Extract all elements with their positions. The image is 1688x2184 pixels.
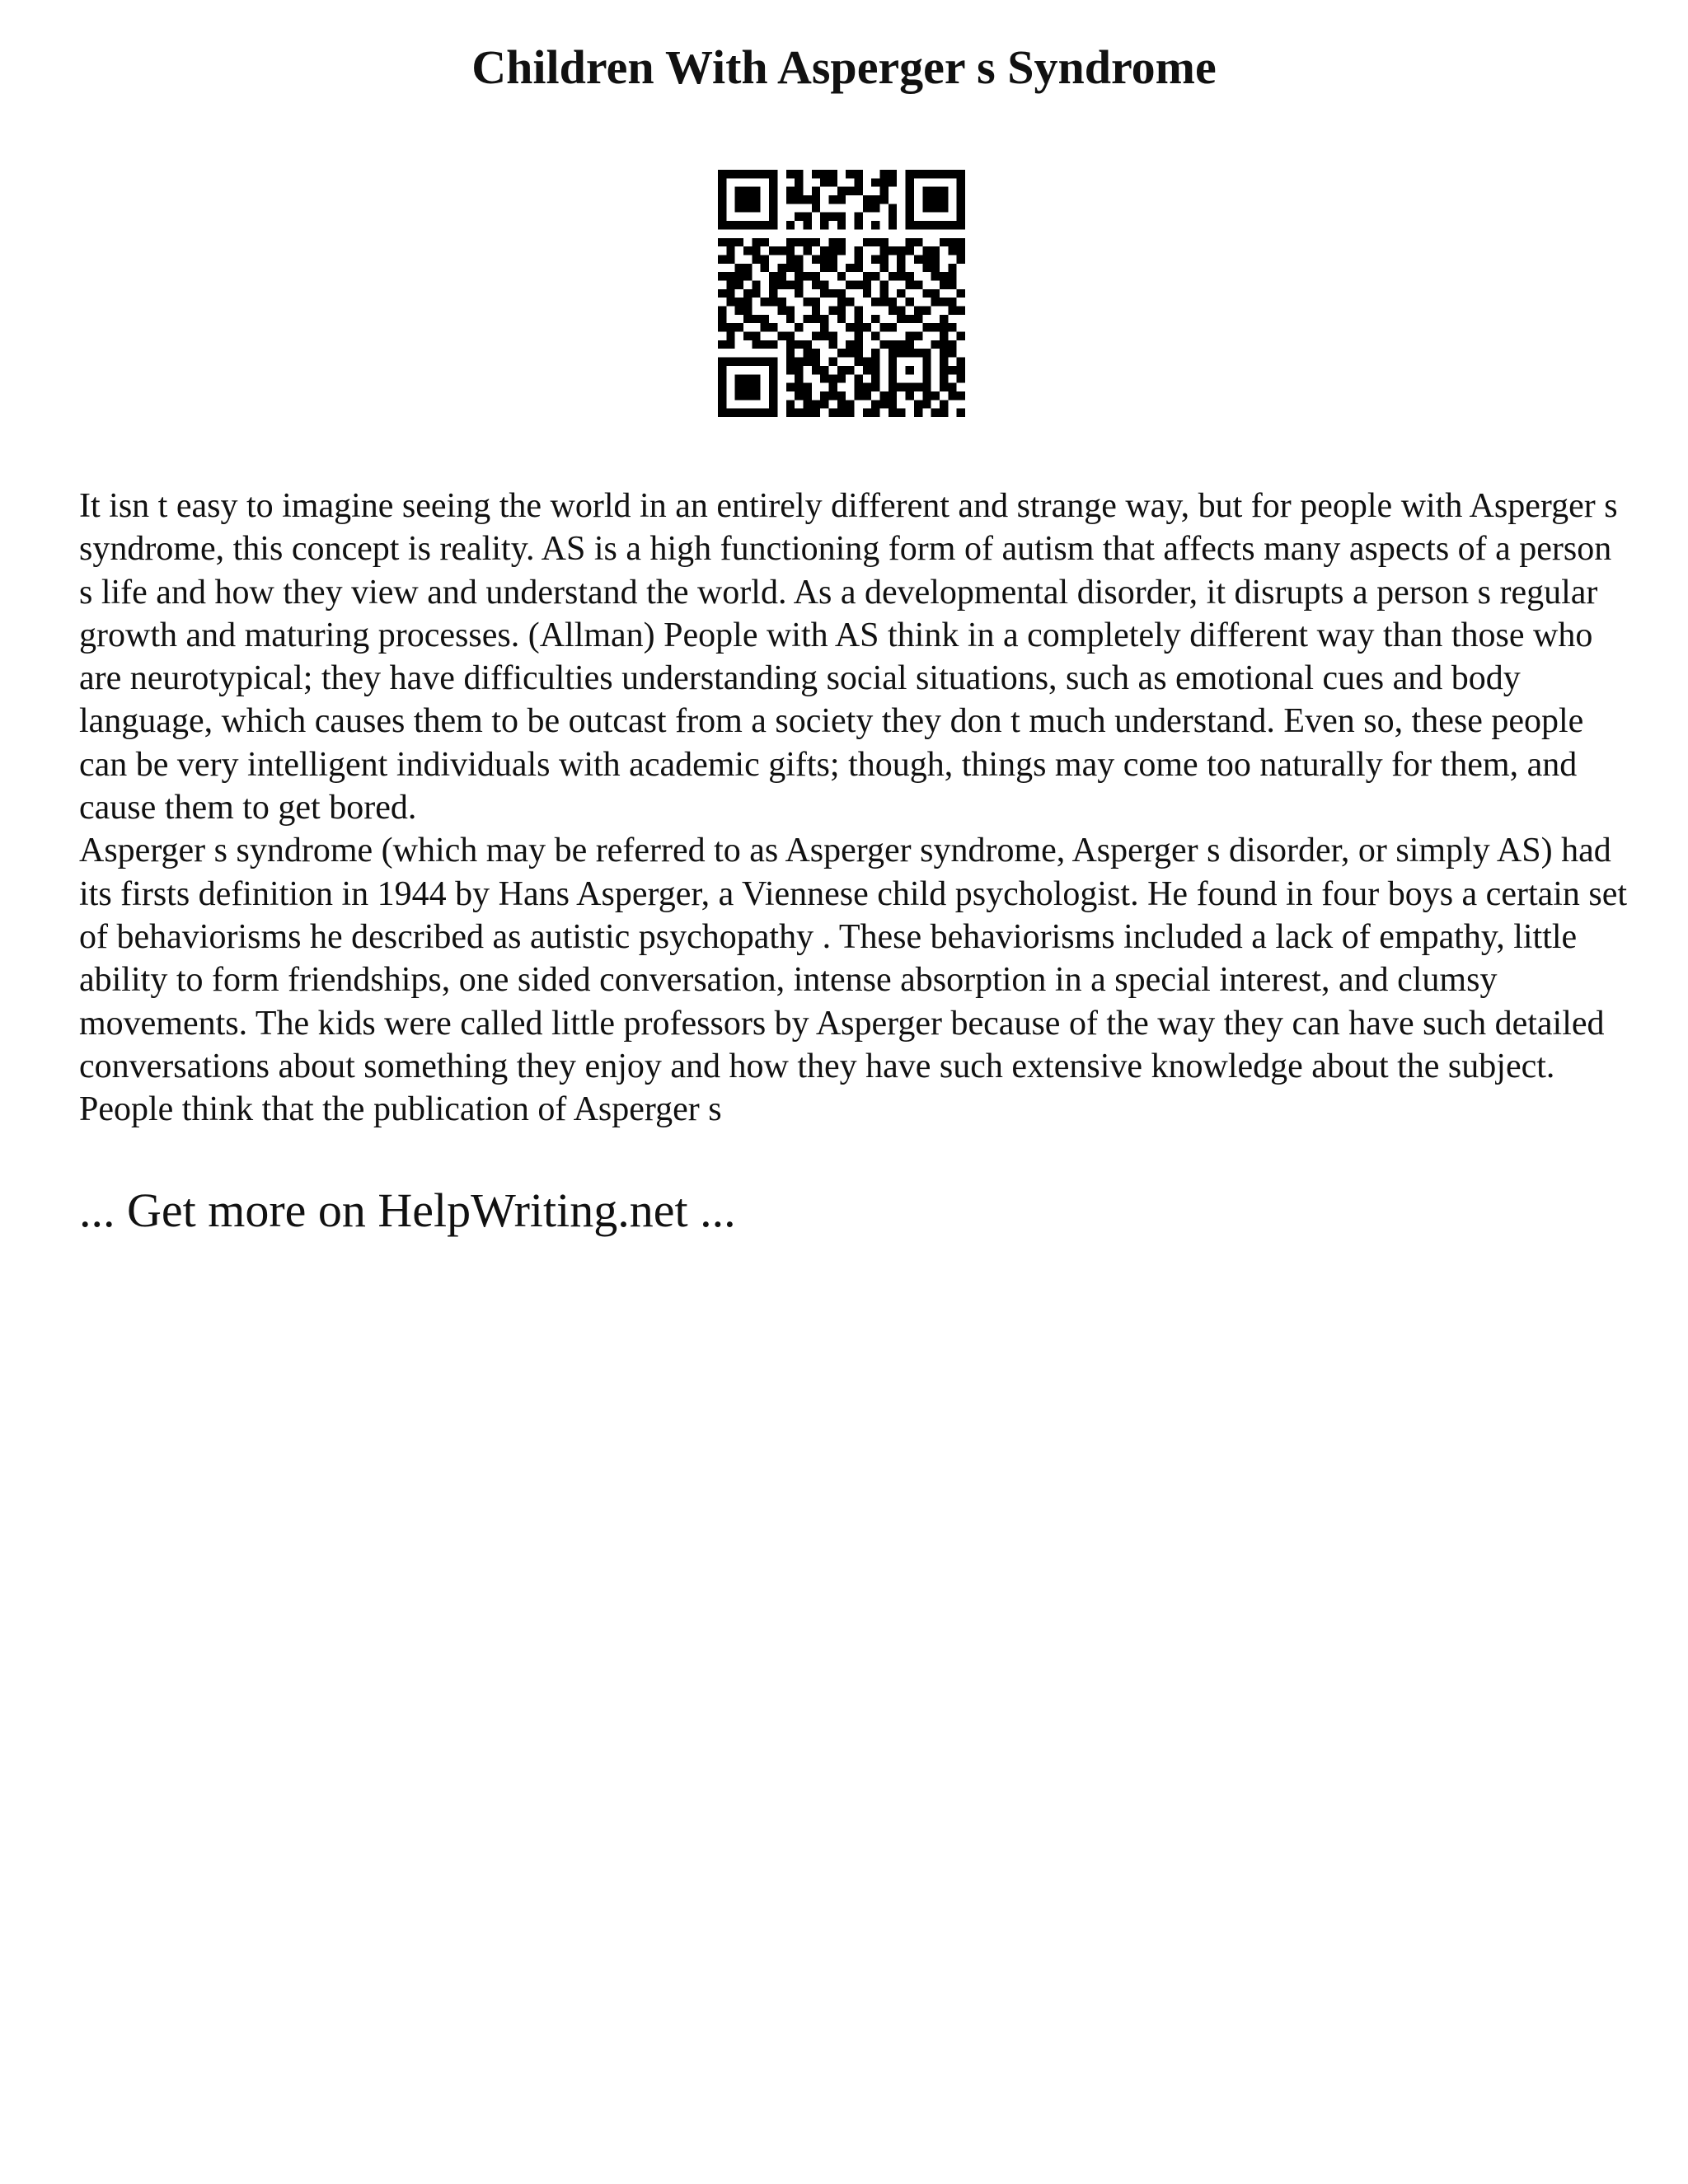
article-body [79, 485, 1629, 1131]
qr-code-icon [718, 170, 965, 417]
page-title: Children With Asperger s Syndrome [471, 40, 1217, 94]
paragraph: Asperger s syndrome (which may be referred to as Asperger syndrome, Asperger s disorder, or simply AS) had its firsts definition in 1944 by Hans Asperger, a Viennese child psychologist. He found in four boys a certain set of behaviorisms he described as autistic psychopathy . These behaviorisms included a lack of empathy, little ability to form friendships, one sided conversation, intense absorption in a special interest, and clumsy movements. The kids were called little professors by Asperger because of the way they can have such detailed conversations about something they enjoy and how they have such extensive knowledge about the subject. People think that the publication of Asperger s [79, 832, 1628, 1129]
paragraph: It isn t easy to imagine seeing the world in an entirely different and strange way, but for people with Asperger s syndrome, this concept is reality. AS is a high functioning form of autism that affects many aspects of a person s life and how they view and understand the world. As a developmental disorder, it disrupts a person s regular growth and maturing processes. (Allman) People with AS think in a completely different way than those who are neurotypical; they have difficulties understanding social situations, such as emotional cues and body language, which causes them to be outcast from a society they don t much understand. Even so, these people can be very intelligent individuals with academic gifts; though, things may come too naturally for them, and cause them to get bored. [79, 487, 1618, 827]
get-more-link[interactable]: ... Get more on HelpWriting.net ... [79, 1183, 736, 1237]
